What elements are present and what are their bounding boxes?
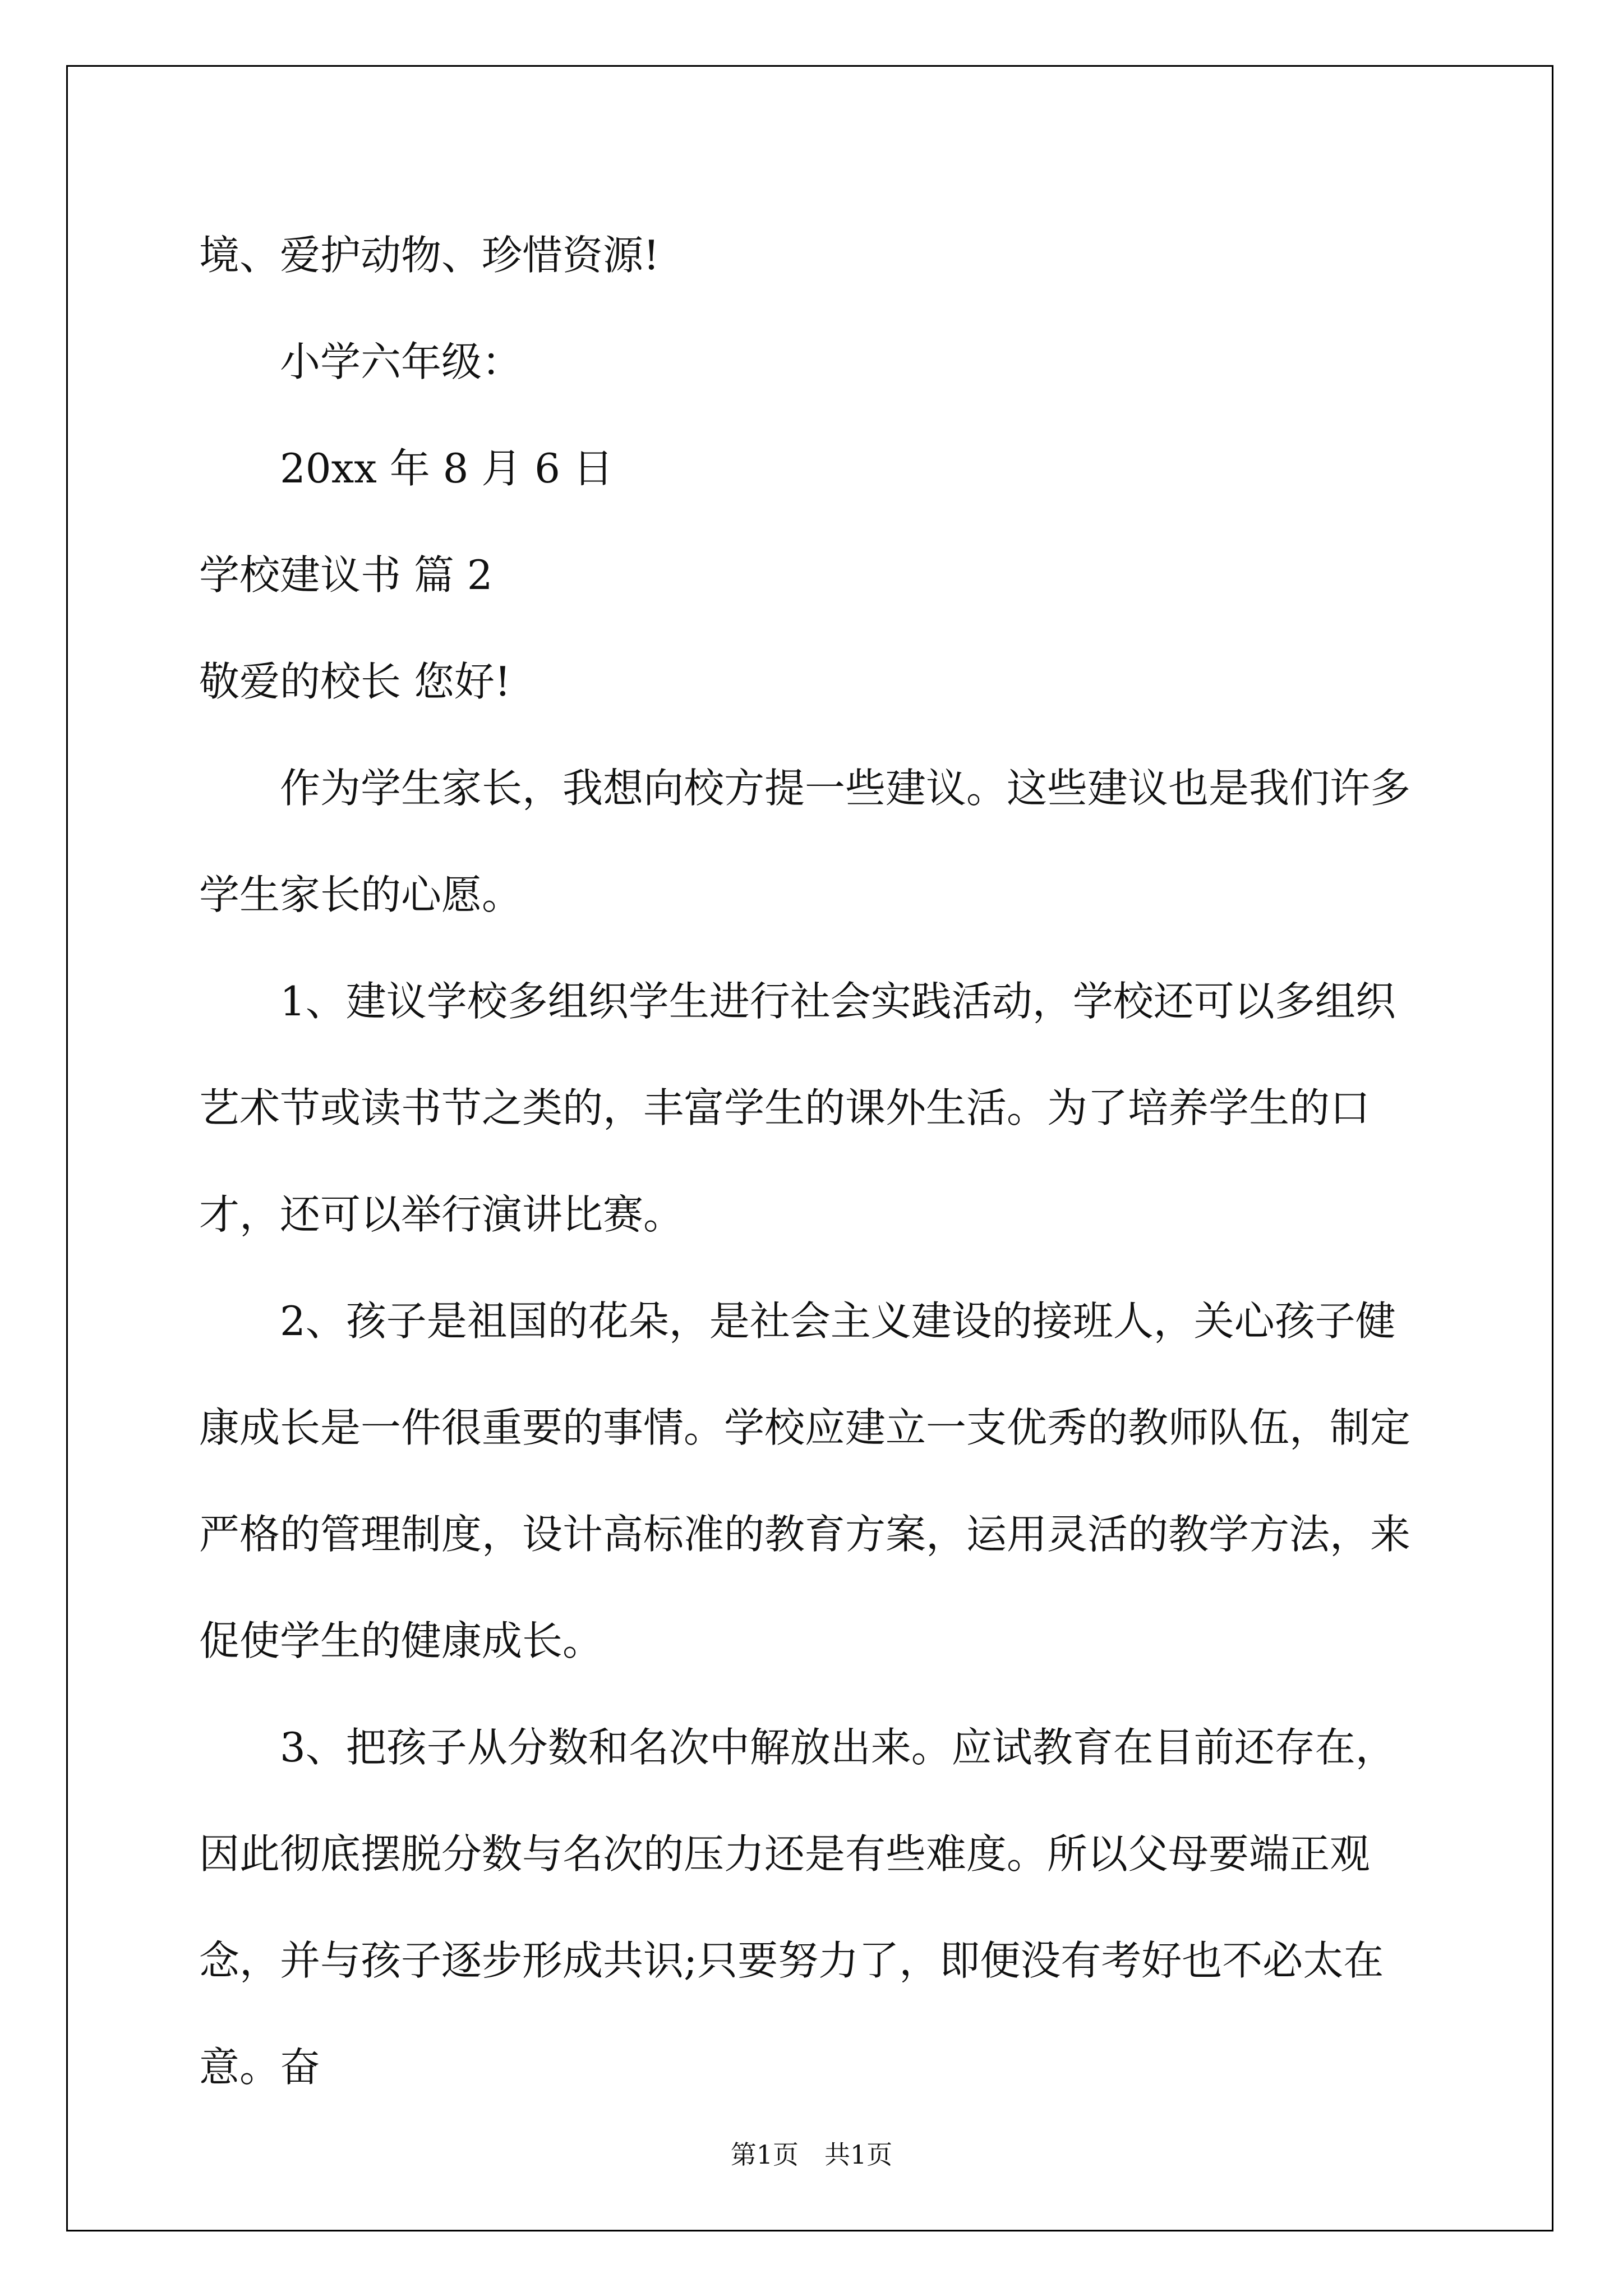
paragraph-date: 20xx 年 8 月 6 日 [280,445,614,492]
paragraph-suggestion-3: 3、把孩子从分数和名次中解放出来。应试教育在目前还存在，因此彻底摆脱分数与名次的压力还是有些难度。所以父母要端正观念，并与孩子逐步形成共识;只要努力了，即便没有考好也不必太在意。奋 [199,1724,1396,2091]
paragraph-1: 境、爱护动物、珍惜资源! [199,232,660,279]
page-footer: 第1页 共1页 [730,2139,893,2170]
paragraph-intro: 作为学生家长，我想向校方提一些建议。这些建议也是我们许多学生家长的心愿。 [199,765,1411,918]
document-body [199,202,1433,2120]
paragraph-suggestion-2: 2、孩子是祖国的花朵，是社会主义建设的接班人，关心孩子健康成长是一件很重要的事情。学校应建立一支优秀的教师队伍，制定严格的管理制度，设计高标准的教育方案，运用灵活的教学方法，来促使学生的健康成长。 [199,1297,1411,1664]
section-title: 学校建议书 篇 2 [199,551,493,599]
paragraph-suggestion-1: 1、建议学校多组织学生进行社会实践活动，学校还可以多组织艺术节或读书节之类的，丰富学生的课外生活。为了培养学生的口才，还可以举行演讲比赛。 [199,978,1396,1238]
paragraph-signature: 小学六年级： [280,338,523,385]
salutation: 敬爱的校长 您好! [199,658,511,705]
